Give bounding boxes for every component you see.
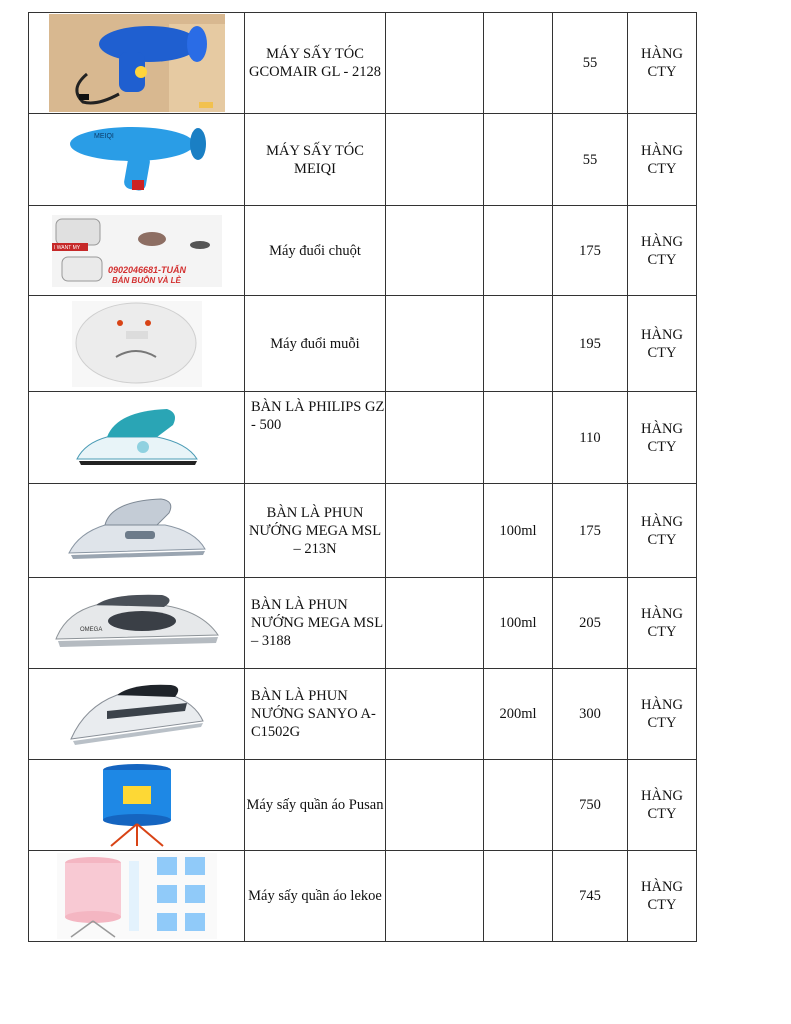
source-line-1: HÀNG — [641, 420, 683, 437]
product-volume: 100ml — [484, 578, 553, 669]
product-source — [628, 13, 697, 114]
product-source — [628, 851, 697, 942]
empty-cell — [386, 578, 484, 669]
empty-cell — [386, 392, 484, 484]
product-source — [628, 296, 697, 392]
empty-cell — [386, 851, 484, 942]
empty-cell — [386, 296, 484, 392]
ad-text: BÁN BUÔN VÀ LẺ — [111, 275, 181, 285]
ad-label: I WANT MY — [53, 244, 80, 251]
product-image-cell — [29, 13, 245, 114]
product-name: Máy sấy quần áo Pusan — [245, 760, 386, 851]
product-price: 750 — [553, 760, 628, 851]
brand-label: OMEGA — [79, 627, 102, 633]
product-image-cell — [29, 484, 245, 578]
source-line-2: CTY — [647, 438, 677, 455]
product-image-cell — [29, 851, 245, 942]
product-name: BÀN LÀ PHUN NƯỚNG MEGA MSL – 213N — [245, 484, 386, 578]
product-image-cell — [29, 392, 245, 484]
product-image-cell — [29, 114, 245, 206]
philips-iron-image — [67, 403, 207, 473]
product-name: MÁY SẤY TÓC MEIQI — [245, 114, 386, 206]
product-price: 205 — [553, 578, 628, 669]
empty-cell — [386, 13, 484, 114]
product-price: 175 — [553, 206, 628, 296]
source-line-1: HÀNG — [641, 142, 683, 159]
product-volume — [484, 13, 553, 114]
rat-repeller-image — [52, 215, 222, 287]
product-price: 110 — [553, 392, 628, 484]
source-line-1: HÀNG — [641, 879, 683, 895]
empty-cell — [386, 484, 484, 578]
source-line-2: CTY — [647, 160, 677, 177]
product-name: BÀN LÀ PHILIPS GZ - 500 — [245, 392, 386, 484]
table-row — [29, 114, 697, 206]
product-source — [628, 484, 697, 578]
empty-cell — [386, 206, 484, 296]
empty-cell — [386, 669, 484, 760]
source-line-1: HÀNG — [641, 233, 683, 250]
source-line-2: CTY — [647, 64, 677, 80]
empty-cell — [386, 760, 484, 851]
source-line-2: CTY — [647, 531, 677, 548]
product-price-table — [28, 12, 697, 942]
product-volume — [484, 206, 553, 296]
source-line-1: HÀNG — [641, 788, 683, 804]
product-volume: 200ml — [484, 669, 553, 760]
product-volume — [484, 114, 553, 206]
table-row — [29, 13, 697, 114]
product-image-cell — [29, 206, 245, 296]
clothes-dryer-pusan-image — [95, 762, 179, 848]
product-source — [628, 669, 697, 760]
product-price: 745 — [553, 851, 628, 942]
mosquito-repeller-image — [72, 301, 202, 387]
table-row — [29, 392, 697, 484]
table-row — [29, 760, 697, 851]
hair-dryer-blue-image — [49, 14, 225, 112]
brand-label: MEIQI — [93, 132, 114, 140]
table-row — [29, 669, 697, 760]
source-line-1: HÀNG — [641, 606, 683, 622]
product-image-cell — [29, 669, 245, 760]
table-row — [29, 206, 697, 296]
product-source — [628, 392, 697, 484]
product-price: 300 — [553, 669, 628, 760]
table-row — [29, 578, 697, 669]
product-name: BÀN LÀ PHUN NƯỚNG MEGA MSL – 3188 — [245, 578, 386, 669]
product-price: 55 — [553, 114, 628, 206]
source-line-2: CTY — [647, 344, 677, 361]
source-line-1: HÀNG — [641, 513, 683, 530]
product-source — [628, 114, 697, 206]
source-line-2: CTY — [647, 806, 677, 822]
product-name: Máy đuổi muỗi — [245, 296, 386, 392]
product-image-cell — [29, 578, 245, 669]
product-source — [628, 578, 697, 669]
product-source — [628, 760, 697, 851]
ad-phone: 0902046681-TUẤN — [107, 264, 186, 275]
table-row — [29, 296, 697, 392]
source-line-1: HÀNG — [641, 46, 683, 62]
clothes-dryer-lekoe-image — [57, 853, 217, 939]
steam-iron-mega-213n-image — [65, 495, 209, 567]
product-source — [628, 206, 697, 296]
source-line-2: CTY — [647, 897, 677, 913]
product-name: Máy đuổi chuột — [245, 206, 386, 296]
product-volume — [484, 851, 553, 942]
table-row — [29, 851, 697, 942]
product-volume — [484, 296, 553, 392]
hair-dryer-light-blue-image — [62, 122, 212, 198]
source-line-1: HÀNG — [641, 326, 683, 343]
source-line-2: CTY — [647, 715, 677, 731]
source-line-1: HÀNG — [641, 697, 683, 713]
steam-iron-sanyo-image — [67, 681, 207, 747]
product-name: BÀN LÀ PHUN NƯỚNG SANYO A-C1502G — [245, 669, 386, 760]
product-image-cell — [29, 296, 245, 392]
table-row — [29, 484, 697, 578]
product-price: 55 — [553, 13, 628, 114]
product-price: 195 — [553, 296, 628, 392]
empty-cell — [386, 114, 484, 206]
product-name: MÁY SẤY TÓC GCOMAIR GL - 2128 — [245, 13, 386, 114]
source-line-2: CTY — [647, 251, 677, 268]
product-image-cell — [29, 760, 245, 851]
steam-iron-mega-3188-image — [52, 591, 222, 655]
product-price: 175 — [553, 484, 628, 578]
product-volume — [484, 392, 553, 484]
source-line-2: CTY — [647, 624, 677, 640]
product-volume: 100ml — [484, 484, 553, 578]
product-volume — [484, 760, 553, 851]
product-name: Máy sấy quần áo lekoe — [245, 851, 386, 942]
